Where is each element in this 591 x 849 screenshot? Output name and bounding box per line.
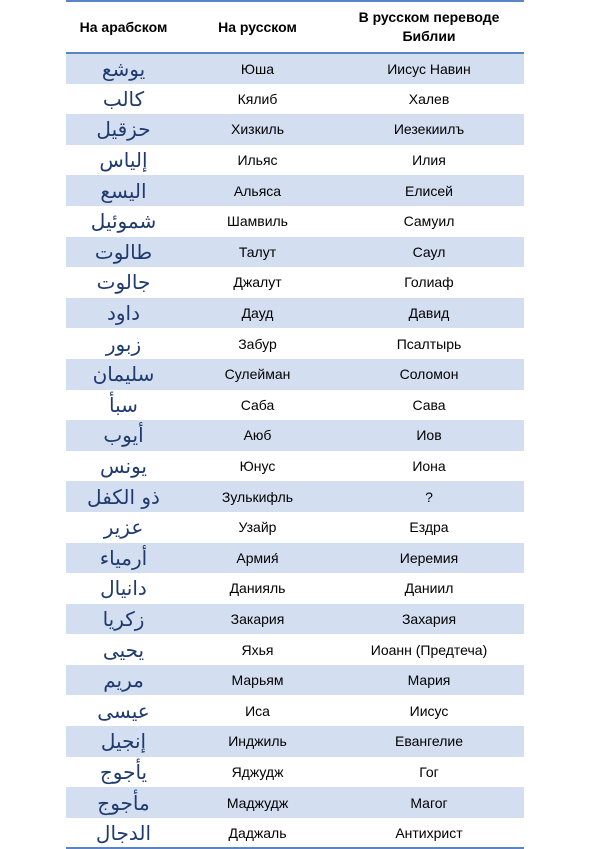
arabic-name-cell: سليمان bbox=[92, 362, 155, 387]
table-row bbox=[66, 206, 524, 237]
russian-name-cell: Шамвиль bbox=[227, 213, 288, 230]
table-body bbox=[66, 53, 524, 848]
bible-name-cell: Елисей bbox=[405, 182, 453, 199]
bible-name-cell: ? bbox=[425, 488, 433, 505]
table-row bbox=[66, 634, 524, 665]
arabic-name-cell: دانيال bbox=[100, 576, 147, 601]
table-row bbox=[66, 359, 524, 390]
arabic-name-cell: زكريا bbox=[102, 606, 145, 631]
table-row bbox=[66, 298, 524, 329]
bible-name-cell: Иона bbox=[412, 458, 446, 475]
russian-name-cell: Сулейман bbox=[224, 366, 291, 383]
table-row bbox=[66, 543, 524, 574]
bible-name-cell: Магог bbox=[410, 794, 448, 811]
russian-name-cell: Армия́ bbox=[236, 549, 279, 566]
table-row bbox=[66, 84, 524, 115]
arabic-name-cell: يحيى bbox=[102, 637, 145, 662]
arabic-name-cell: كالب bbox=[102, 86, 145, 111]
header-russian: На русском bbox=[218, 18, 297, 35]
russian-name-cell: Яхья bbox=[241, 641, 274, 658]
bible-name-cell: Псалтырь bbox=[396, 335, 462, 352]
table-row bbox=[66, 451, 524, 482]
russian-name-cell: Альяса bbox=[233, 182, 282, 199]
bible-name-cell: Иоанн (Предтеча) bbox=[370, 641, 488, 658]
arabic-name-cell: يونس bbox=[100, 454, 147, 479]
bible-name-cell: Иисус Навин bbox=[387, 60, 471, 77]
arabic-name-cell: إنجيل bbox=[100, 729, 147, 754]
russian-name-cell: Узайр bbox=[238, 519, 277, 536]
russian-name-cell: Саба bbox=[240, 396, 275, 413]
russian-name-cell: Ильяс bbox=[237, 152, 278, 169]
header-arabic: На арабском bbox=[79, 18, 168, 35]
table-row bbox=[66, 53, 524, 84]
arabic-name-cell: اليسع bbox=[100, 178, 147, 203]
table-row bbox=[66, 512, 524, 543]
table-row bbox=[66, 665, 524, 696]
russian-name-cell: Талут bbox=[238, 243, 277, 260]
russian-name-cell: Данияль bbox=[229, 580, 286, 597]
russian-name-cell: Дауд bbox=[241, 305, 274, 322]
table-row bbox=[66, 481, 524, 512]
arabic-name-cell: طالوت bbox=[94, 239, 153, 264]
header-bible: В русском переводе Библии bbox=[358, 9, 500, 44]
bible-name-cell: Самуил bbox=[403, 213, 455, 230]
russian-name-cell: Кялиб bbox=[237, 90, 278, 107]
russian-name-cell: Иса bbox=[245, 702, 270, 719]
bible-name-cell: Сава bbox=[412, 396, 446, 413]
bible-name-cell: Илия bbox=[412, 152, 446, 169]
table-row bbox=[66, 818, 524, 849]
russian-name-cell: Забур bbox=[238, 335, 277, 352]
arabic-name-cell: إلياس bbox=[99, 148, 148, 173]
bible-name-cell: Соломон bbox=[399, 366, 459, 383]
table-row bbox=[66, 145, 524, 176]
arabic-name-cell: الدجال bbox=[95, 820, 152, 845]
russian-name-cell: Марьям bbox=[231, 672, 284, 689]
table-header bbox=[66, 1, 524, 53]
bible-name-cell: Ездра bbox=[409, 519, 449, 536]
bible-name-cell: Иисус bbox=[409, 702, 449, 719]
bible-name-cell: Захария bbox=[401, 610, 457, 627]
russian-name-cell: Даджаль bbox=[228, 824, 287, 841]
arabic-name-cell: عزير bbox=[103, 515, 144, 540]
bible-name-cell: Саул bbox=[412, 243, 446, 260]
bible-name-cell: Иеремия bbox=[399, 549, 459, 566]
arabic-name-cell: شموئيل bbox=[90, 209, 157, 234]
arabic-name-cell: سبأ bbox=[109, 392, 138, 417]
arabic-name-cell: أيوب bbox=[103, 423, 144, 448]
bible-name-cell: Голиаф bbox=[404, 274, 454, 291]
arabic-name-cell: داود bbox=[106, 301, 141, 326]
bible-name-cell: Халев bbox=[408, 90, 450, 107]
arabic-name-cell: يأجوج bbox=[99, 759, 148, 784]
arabic-name-cell: زبور bbox=[105, 331, 142, 356]
bible-name-cell: Мария bbox=[407, 672, 451, 689]
bible-name-cell: Антихрист bbox=[395, 824, 463, 841]
russian-name-cell: Джалут bbox=[233, 274, 282, 291]
bible-name-cell: Гог bbox=[419, 763, 439, 780]
bible-name-cell: Евангелие bbox=[394, 733, 464, 750]
table-row bbox=[66, 787, 524, 818]
russian-name-cell: Юнус bbox=[239, 458, 276, 475]
russian-name-cell: Инджиль bbox=[228, 733, 287, 750]
bible-name-cell: Иов bbox=[416, 427, 442, 444]
bible-name-cell: Даниил bbox=[404, 580, 454, 597]
arabic-name-cell: يوشع bbox=[101, 56, 146, 81]
russian-name-cell: Юша bbox=[240, 60, 275, 77]
arabic-name-cell: ذو الكفل bbox=[87, 484, 160, 509]
table-row bbox=[66, 757, 524, 788]
arabic-name-cell: جالوت bbox=[96, 270, 151, 295]
table-row bbox=[66, 175, 524, 206]
table-row bbox=[66, 328, 524, 359]
table-row bbox=[66, 604, 524, 635]
table-row bbox=[66, 390, 524, 421]
arabic-name-cell: أرمياء bbox=[99, 545, 148, 570]
bible-name-cell: Иезекиилъ bbox=[393, 121, 465, 138]
russian-name-cell: Зулькифль bbox=[221, 488, 294, 505]
bible-name-cell: Давид bbox=[408, 305, 450, 322]
russian-name-cell: Яджудж bbox=[231, 763, 284, 780]
russian-name-cell: Хизкиль bbox=[231, 121, 284, 138]
russian-name-cell: Аюб bbox=[243, 427, 272, 444]
table-row bbox=[66, 267, 524, 298]
arabic-name-cell: مأجوج bbox=[97, 790, 150, 815]
header-row bbox=[66, 1, 524, 53]
russian-name-cell: Маджудж bbox=[226, 794, 289, 811]
arabic-name-cell: عيسى bbox=[97, 698, 150, 723]
table-row bbox=[66, 237, 524, 268]
arabic-name-cell: حزقيل bbox=[96, 117, 151, 142]
table-row bbox=[66, 695, 524, 726]
table-row bbox=[66, 726, 524, 757]
russian-name-cell: Закария bbox=[230, 610, 285, 627]
names-table bbox=[66, 0, 524, 849]
table-row bbox=[66, 114, 524, 145]
table-row bbox=[66, 420, 524, 451]
table-row bbox=[66, 573, 524, 604]
arabic-name-cell: مريم bbox=[103, 668, 144, 693]
